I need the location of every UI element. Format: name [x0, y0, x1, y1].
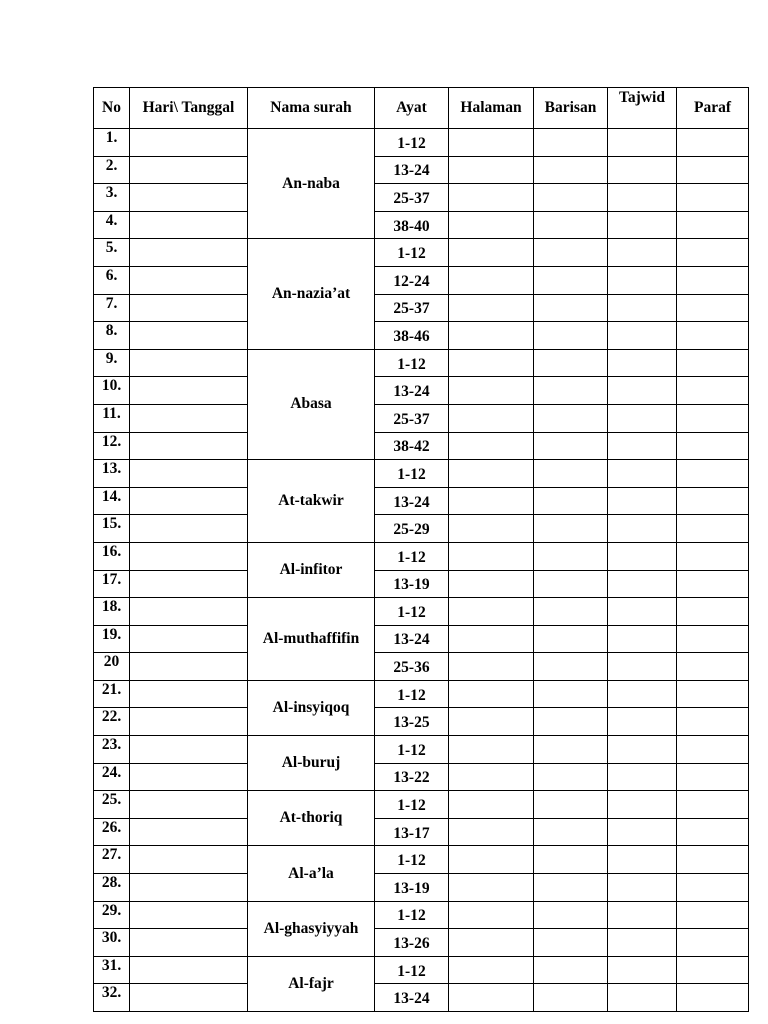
- header-halaman: Halaman: [449, 88, 534, 129]
- ayat-cell: 1-12: [375, 680, 449, 708]
- halaman-cell[interactable]: [449, 956, 534, 984]
- barisan-cell[interactable]: [534, 791, 608, 819]
- row-number: 23.: [94, 736, 130, 764]
- barisan-cell[interactable]: [534, 680, 608, 708]
- barisan-cell[interactable]: [534, 515, 608, 543]
- table-row: [94, 736, 749, 764]
- table-row: [94, 487, 749, 515]
- ayat-cell: 13-17: [375, 818, 449, 846]
- barisan-cell[interactable]: [534, 294, 608, 322]
- barisan-cell[interactable]: [534, 460, 608, 488]
- hari-tanggal-cell[interactable]: [130, 239, 248, 267]
- header-ayat: Ayat: [375, 88, 449, 129]
- hari-tanggal-cell[interactable]: [130, 570, 248, 598]
- barisan-cell[interactable]: [534, 487, 608, 515]
- row-number: 13.: [94, 460, 130, 488]
- table-row: [94, 625, 749, 653]
- ayat-cell: 13-22: [375, 763, 449, 791]
- halaman-cell[interactable]: [449, 736, 534, 764]
- table-row: [94, 570, 749, 598]
- hari-tanggal-cell[interactable]: [130, 156, 248, 184]
- halaman-cell[interactable]: [449, 322, 534, 350]
- halaman-cell[interactable]: [449, 763, 534, 791]
- paraf-cell[interactable]: [677, 377, 749, 405]
- ayat-cell: 1-12: [375, 791, 449, 819]
- table-row: [94, 929, 749, 957]
- row-number: 4.: [94, 211, 130, 239]
- ayat-cell: 1-12: [375, 460, 449, 488]
- ayat-cell: 12-24: [375, 266, 449, 294]
- ayat-cell: 1-12: [375, 901, 449, 929]
- row-number: 7.: [94, 294, 130, 322]
- table-row: [94, 901, 749, 929]
- paraf-cell[interactable]: [677, 156, 749, 184]
- surah-name-cell: Al-ghasyiyyah: [248, 901, 375, 956]
- row-number: 11.: [94, 404, 130, 432]
- table-row: [94, 211, 749, 239]
- halaman-cell[interactable]: [449, 791, 534, 819]
- tajwid-cell[interactable]: [608, 432, 677, 460]
- paraf-cell[interactable]: [677, 708, 749, 736]
- row-number: 2.: [94, 156, 130, 184]
- halaman-cell[interactable]: [449, 377, 534, 405]
- tajwid-cell[interactable]: [608, 708, 677, 736]
- tajwid-cell[interactable]: [608, 956, 677, 984]
- halaman-cell[interactable]: [449, 929, 534, 957]
- table-row: [94, 680, 749, 708]
- paraf-cell[interactable]: [677, 598, 749, 626]
- halaman-cell[interactable]: [449, 708, 534, 736]
- row-number: 1.: [94, 129, 130, 157]
- ayat-cell: 1-12: [375, 349, 449, 377]
- table-row: [94, 377, 749, 405]
- hari-tanggal-cell[interactable]: [130, 515, 248, 543]
- table-row: [94, 515, 749, 543]
- hari-tanggal-cell[interactable]: [130, 404, 248, 432]
- halaman-cell[interactable]: [449, 266, 534, 294]
- halaman-cell[interactable]: [449, 874, 534, 902]
- table-row: [94, 404, 749, 432]
- barisan-cell[interactable]: [534, 211, 608, 239]
- halaman-cell[interactable]: [449, 432, 534, 460]
- hari-tanggal-cell[interactable]: [130, 266, 248, 294]
- hari-tanggal-cell[interactable]: [130, 211, 248, 239]
- row-number: 28.: [94, 874, 130, 902]
- paraf-cell[interactable]: [677, 736, 749, 764]
- header-row: [94, 88, 749, 129]
- row-number: 16.: [94, 542, 130, 570]
- ayat-cell: 25-37: [375, 294, 449, 322]
- row-number: 22.: [94, 708, 130, 736]
- row-number: 8.: [94, 322, 130, 350]
- hari-tanggal-cell[interactable]: [130, 432, 248, 460]
- tajwid-cell[interactable]: [608, 570, 677, 598]
- hari-tanggal-cell[interactable]: [130, 294, 248, 322]
- hari-tanggal-cell[interactable]: [130, 791, 248, 819]
- tajwid-cell[interactable]: [608, 984, 677, 1012]
- ayat-cell: 13-24: [375, 377, 449, 405]
- barisan-cell[interactable]: [534, 736, 608, 764]
- ayat-cell: 13-24: [375, 487, 449, 515]
- table-row: [94, 239, 749, 267]
- paraf-cell[interactable]: [677, 211, 749, 239]
- barisan-cell[interactable]: [534, 349, 608, 377]
- tajwid-cell[interactable]: [608, 487, 677, 515]
- row-number: 32.: [94, 984, 130, 1012]
- table-row: [94, 460, 749, 488]
- halaman-cell[interactable]: [449, 129, 534, 157]
- hari-tanggal-cell[interactable]: [130, 377, 248, 405]
- hari-tanggal-cell[interactable]: [130, 901, 248, 929]
- tajwid-cell[interactable]: [608, 874, 677, 902]
- barisan-cell[interactable]: [534, 901, 608, 929]
- hari-tanggal-cell[interactable]: [130, 542, 248, 570]
- row-number: 26.: [94, 818, 130, 846]
- surah-name-cell: Al-insyiqoq: [248, 680, 375, 735]
- table-row: [94, 184, 749, 212]
- row-number: 31.: [94, 956, 130, 984]
- halaman-cell[interactable]: [449, 901, 534, 929]
- tajwid-cell[interactable]: [608, 901, 677, 929]
- hari-tanggal-cell[interactable]: [130, 322, 248, 350]
- ayat-cell: 38-46: [375, 322, 449, 350]
- halaman-cell[interactable]: [449, 598, 534, 626]
- paraf-cell[interactable]: [677, 874, 749, 902]
- paraf-cell[interactable]: [677, 570, 749, 598]
- paraf-cell[interactable]: [677, 349, 749, 377]
- tajwid-cell[interactable]: [608, 404, 677, 432]
- header-paraf: Paraf: [677, 88, 749, 129]
- table-row: [94, 956, 749, 984]
- barisan-cell[interactable]: [534, 708, 608, 736]
- tajwid-cell[interactable]: [608, 791, 677, 819]
- halaman-cell[interactable]: [449, 818, 534, 846]
- table-row: [94, 984, 749, 1012]
- table-row: [94, 129, 749, 157]
- paraf-cell[interactable]: [677, 432, 749, 460]
- hari-tanggal-cell[interactable]: [130, 487, 248, 515]
- row-number: 9.: [94, 349, 130, 377]
- table-row: [94, 708, 749, 736]
- table-row: [94, 818, 749, 846]
- ayat-cell: 13-24: [375, 156, 449, 184]
- halaman-cell[interactable]: [449, 239, 534, 267]
- hari-tanggal-cell[interactable]: [130, 984, 248, 1012]
- hari-tanggal-cell[interactable]: [130, 763, 248, 791]
- halaman-cell[interactable]: [449, 984, 534, 1012]
- barisan-cell[interactable]: [534, 404, 608, 432]
- tajwid-cell[interactable]: [608, 211, 677, 239]
- halaman-cell[interactable]: [449, 404, 534, 432]
- paraf-cell[interactable]: [677, 653, 749, 681]
- barisan-cell[interactable]: [534, 432, 608, 460]
- ayat-cell: 13-25: [375, 708, 449, 736]
- ayat-cell: 13-19: [375, 570, 449, 598]
- paraf-cell[interactable]: [677, 294, 749, 322]
- barisan-cell[interactable]: [534, 156, 608, 184]
- header-barisan: Barisan: [534, 88, 608, 129]
- halaman-cell[interactable]: [449, 487, 534, 515]
- paraf-cell[interactable]: [677, 901, 749, 929]
- tajwid-cell[interactable]: [608, 156, 677, 184]
- row-number: 21.: [94, 680, 130, 708]
- tajwid-cell[interactable]: [608, 763, 677, 791]
- barisan-cell[interactable]: [534, 542, 608, 570]
- tajwid-cell[interactable]: [608, 542, 677, 570]
- barisan-cell[interactable]: [534, 846, 608, 874]
- ayat-cell: 25-37: [375, 184, 449, 212]
- surah-name-cell: Abasa: [248, 349, 375, 459]
- halaman-cell[interactable]: [449, 680, 534, 708]
- barisan-cell[interactable]: [534, 984, 608, 1012]
- paraf-cell[interactable]: [677, 460, 749, 488]
- tajwid-cell[interactable]: [608, 294, 677, 322]
- ayat-cell: 38-42: [375, 432, 449, 460]
- paraf-cell[interactable]: [677, 322, 749, 350]
- ayat-cell: 1-12: [375, 598, 449, 626]
- row-number: 27.: [94, 846, 130, 874]
- paraf-cell[interactable]: [677, 239, 749, 267]
- table-row: [94, 322, 749, 350]
- table-row: [94, 653, 749, 681]
- halaman-cell[interactable]: [449, 349, 534, 377]
- tajwid-cell[interactable]: [608, 239, 677, 267]
- barisan-cell[interactable]: [534, 653, 608, 681]
- surah-name-cell: An-naba: [248, 129, 375, 239]
- row-number: 18.: [94, 598, 130, 626]
- row-number: 3.: [94, 184, 130, 212]
- halaman-cell[interactable]: [449, 653, 534, 681]
- halaman-cell[interactable]: [449, 184, 534, 212]
- halaman-cell[interactable]: [449, 460, 534, 488]
- halaman-cell[interactable]: [449, 542, 534, 570]
- surah-name-cell: At-thoriq: [248, 791, 375, 846]
- barisan-cell[interactable]: [534, 239, 608, 267]
- ayat-cell: 1-12: [375, 239, 449, 267]
- row-number: 15.: [94, 515, 130, 543]
- row-number: 17.: [94, 570, 130, 598]
- paraf-cell[interactable]: [677, 487, 749, 515]
- tajwid-cell[interactable]: [608, 460, 677, 488]
- table-body: [94, 129, 749, 1012]
- hari-tanggal-cell[interactable]: [130, 736, 248, 764]
- table-row: [94, 432, 749, 460]
- hari-tanggal-cell[interactable]: [130, 460, 248, 488]
- barisan-cell[interactable]: [534, 266, 608, 294]
- hari-tanggal-cell[interactable]: [130, 680, 248, 708]
- table-row: [94, 598, 749, 626]
- ayat-cell: 13-24: [375, 625, 449, 653]
- paraf-cell[interactable]: [677, 984, 749, 1012]
- ayat-cell: 1-12: [375, 846, 449, 874]
- halaman-cell[interactable]: [449, 846, 534, 874]
- surah-name-cell: Al-infitor: [248, 542, 375, 597]
- table-row: [94, 349, 749, 377]
- ayat-cell: 1-12: [375, 542, 449, 570]
- surah-name-cell: Al-buruj: [248, 736, 375, 791]
- row-number: 19.: [94, 625, 130, 653]
- hari-tanggal-cell[interactable]: [130, 956, 248, 984]
- hari-tanggal-cell[interactable]: [130, 184, 248, 212]
- halaman-cell[interactable]: [449, 570, 534, 598]
- table-row: [94, 846, 749, 874]
- paraf-cell[interactable]: [677, 266, 749, 294]
- tajwid-cell[interactable]: [608, 598, 677, 626]
- ayat-cell: 13-26: [375, 929, 449, 957]
- hari-tanggal-cell[interactable]: [130, 818, 248, 846]
- paraf-cell[interactable]: [677, 763, 749, 791]
- barisan-cell[interactable]: [534, 929, 608, 957]
- hari-tanggal-cell[interactable]: [130, 929, 248, 957]
- barisan-cell[interactable]: [534, 570, 608, 598]
- barisan-cell[interactable]: [534, 763, 608, 791]
- barisan-cell[interactable]: [534, 956, 608, 984]
- halaman-cell[interactable]: [449, 211, 534, 239]
- paraf-cell[interactable]: [677, 625, 749, 653]
- hari-tanggal-cell[interactable]: [130, 598, 248, 626]
- paraf-cell[interactable]: [677, 515, 749, 543]
- header-hari-tanggal: Hari\ Tanggal: [130, 88, 248, 129]
- row-number: 25.: [94, 791, 130, 819]
- paraf-cell[interactable]: [677, 680, 749, 708]
- row-number: 6.: [94, 266, 130, 294]
- row-number: 14.: [94, 487, 130, 515]
- table-row: [94, 294, 749, 322]
- surah-name-cell: Al-fajr: [248, 956, 375, 1011]
- table-row: [94, 763, 749, 791]
- paraf-cell[interactable]: [677, 791, 749, 819]
- barisan-cell[interactable]: [534, 625, 608, 653]
- header-nama-surah: Nama surah: [248, 88, 375, 129]
- table-row: [94, 266, 749, 294]
- tajwid-cell[interactable]: [608, 377, 677, 405]
- tajwid-cell[interactable]: [608, 184, 677, 212]
- ayat-cell: 1-12: [375, 736, 449, 764]
- paraf-cell[interactable]: [677, 542, 749, 570]
- hari-tanggal-cell[interactable]: [130, 874, 248, 902]
- table-row: [94, 156, 749, 184]
- hari-tanggal-cell[interactable]: [130, 653, 248, 681]
- paraf-cell[interactable]: [677, 404, 749, 432]
- barisan-cell[interactable]: [534, 874, 608, 902]
- row-number: 10.: [94, 377, 130, 405]
- table-row: [94, 874, 749, 902]
- paraf-cell[interactable]: [677, 929, 749, 957]
- ayat-cell: 1-12: [375, 129, 449, 157]
- surah-name-cell: At-takwir: [248, 460, 375, 543]
- ayat-cell: 38-40: [375, 211, 449, 239]
- memorization-log-table: [93, 87, 749, 1012]
- ayat-cell: 1-12: [375, 956, 449, 984]
- hari-tanggal-cell[interactable]: [130, 349, 248, 377]
- surah-name-cell: Al-a’la: [248, 846, 375, 901]
- hari-tanggal-cell[interactable]: [130, 708, 248, 736]
- tajwid-cell[interactable]: [608, 266, 677, 294]
- tajwid-cell[interactable]: [608, 515, 677, 543]
- barisan-cell[interactable]: [534, 598, 608, 626]
- table-row: [94, 542, 749, 570]
- ayat-cell: 25-37: [375, 404, 449, 432]
- row-number: 29.: [94, 901, 130, 929]
- hari-tanggal-cell[interactable]: [130, 625, 248, 653]
- row-number: 24.: [94, 763, 130, 791]
- header-tajwid: Tajwid: [608, 88, 677, 129]
- paraf-cell[interactable]: [677, 846, 749, 874]
- tajwid-cell[interactable]: [608, 929, 677, 957]
- surah-name-cell: Al-muthaffifin: [248, 598, 375, 681]
- paraf-cell[interactable]: [677, 129, 749, 157]
- halaman-cell[interactable]: [449, 515, 534, 543]
- header-no: No: [94, 88, 130, 129]
- hari-tanggal-cell[interactable]: [130, 846, 248, 874]
- barisan-cell[interactable]: [534, 184, 608, 212]
- paraf-cell[interactable]: [677, 818, 749, 846]
- ayat-cell: 13-24: [375, 984, 449, 1012]
- tajwid-cell[interactable]: [608, 680, 677, 708]
- tajwid-cell[interactable]: [608, 625, 677, 653]
- halaman-cell[interactable]: [449, 156, 534, 184]
- halaman-cell[interactable]: [449, 625, 534, 653]
- tajwid-cell[interactable]: [608, 349, 677, 377]
- tajwid-cell[interactable]: [608, 818, 677, 846]
- row-number: 20: [94, 653, 130, 681]
- row-number: 30.: [94, 929, 130, 957]
- hari-tanggal-cell[interactable]: [130, 129, 248, 157]
- ayat-cell: 25-36: [375, 653, 449, 681]
- paraf-cell[interactable]: [677, 184, 749, 212]
- paraf-cell[interactable]: [677, 956, 749, 984]
- tajwid-cell[interactable]: [608, 736, 677, 764]
- row-number: 12.: [94, 432, 130, 460]
- table-row: [94, 791, 749, 819]
- barisan-cell[interactable]: [534, 129, 608, 157]
- tajwid-cell[interactable]: [608, 653, 677, 681]
- row-number: 5.: [94, 239, 130, 267]
- barisan-cell[interactable]: [534, 322, 608, 350]
- barisan-cell[interactable]: [534, 818, 608, 846]
- barisan-cell[interactable]: [534, 377, 608, 405]
- tajwid-cell[interactable]: [608, 129, 677, 157]
- ayat-cell: 13-19: [375, 874, 449, 902]
- surah-name-cell: An-nazia’at: [248, 239, 375, 349]
- halaman-cell[interactable]: [449, 294, 534, 322]
- tajwid-cell[interactable]: [608, 846, 677, 874]
- tajwid-cell[interactable]: [608, 322, 677, 350]
- ayat-cell: 25-29: [375, 515, 449, 543]
